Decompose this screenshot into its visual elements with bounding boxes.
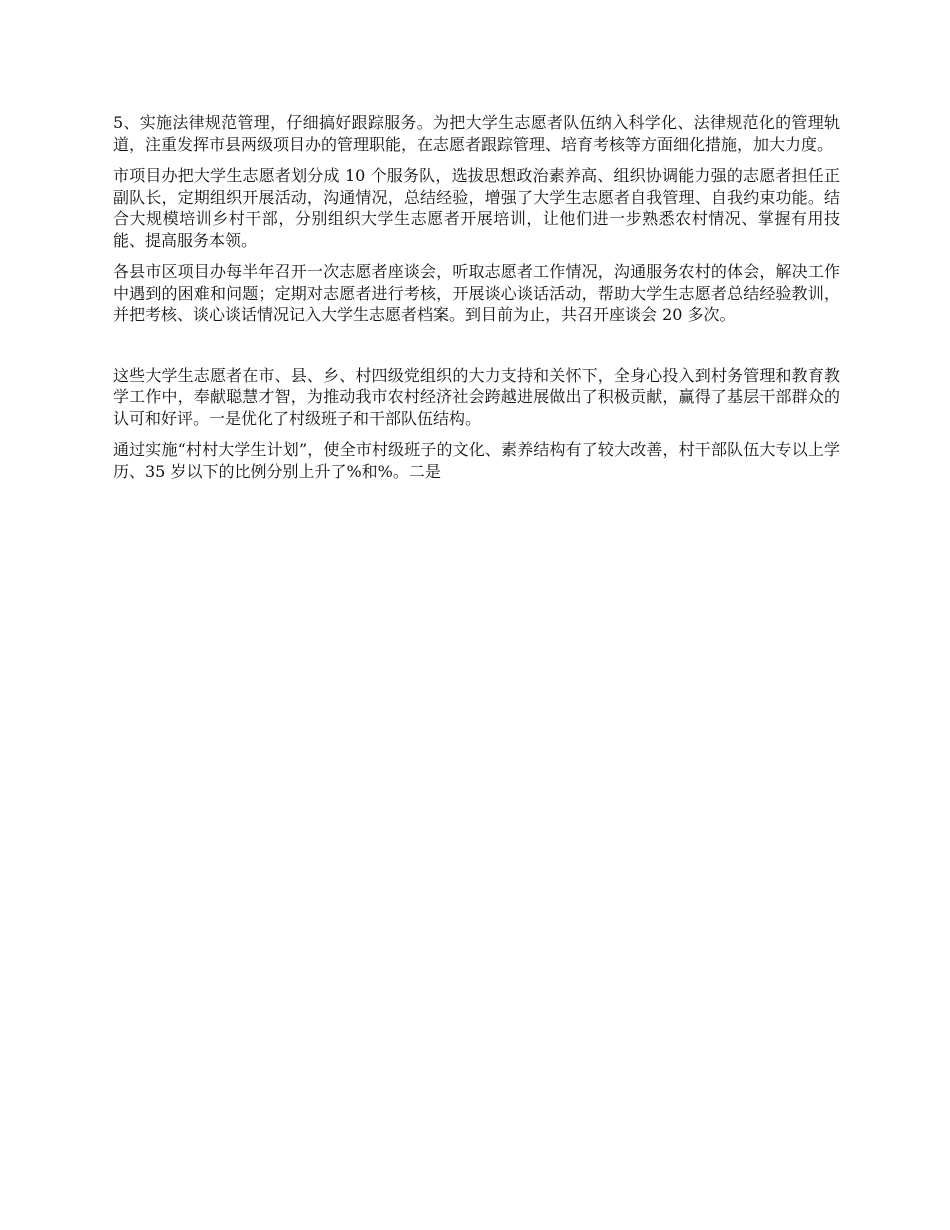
paragraph-contributions: 这些大学生志愿者在市、县、乡、村四级党组织的大力支持和关怀下，全身心投入到村务管理和教育教学工作中，奉献聪慧才智，为推动我市农村经济社会跨越进展做出了积极贡献，赢得了基层干部群众的认可和好评。一是优化了村级班子和干部队伍结构。 <box>113 365 840 428</box>
paragraph-symposium: 各县市区项目办每半年召开一次志愿者座谈会，听取志愿者工作情况，沟通服务农村的体会，解决工作中遇到的困难和问题；定期对志愿者进行考核，开展谈心谈话活动，帮助大学生志愿者总结经验教训，并把考核、谈心谈话情况记入大学生志愿者档案。到目前为止，共召开座谈会 20 多次。 <box>113 262 840 324</box>
paragraph-village-plan: 通过实施“村村大学生计划”，使全市村级班子的文化、素养结构有了较大改善，村干部队伍大专以上学历、35 岁以下的比例分别上升了%和%。二是 <box>113 440 840 481</box>
paragraph-management: 5、实施法律规范管理，仔细搞好跟踪服务。为把大学生志愿者队伍纳入科学化、法律规范化的管理轨道，注重发挥市县两级项目办的管理职能，在志愿者跟踪管理、培育考核等方面细化措施，加大力度。 <box>113 113 840 154</box>
paragraph-service-teams: 市项目办把大学生志愿者划分成 10 个服务队，选拔思想政治素养高、组织协调能力强的志愿者担任正副队长，定期组织开展活动，沟通情况，总结经验，增强了大学生志愿者自我管理、自我约束功能。结合大规模培训乡村干部，分别组织大学生志愿者开展培训，让他们进一步熟悉农村情况、掌握有用技能、提高服务本领。 <box>113 166 840 250</box>
section-gap <box>113 336 840 365</box>
document-body <box>113 112 840 492</box>
